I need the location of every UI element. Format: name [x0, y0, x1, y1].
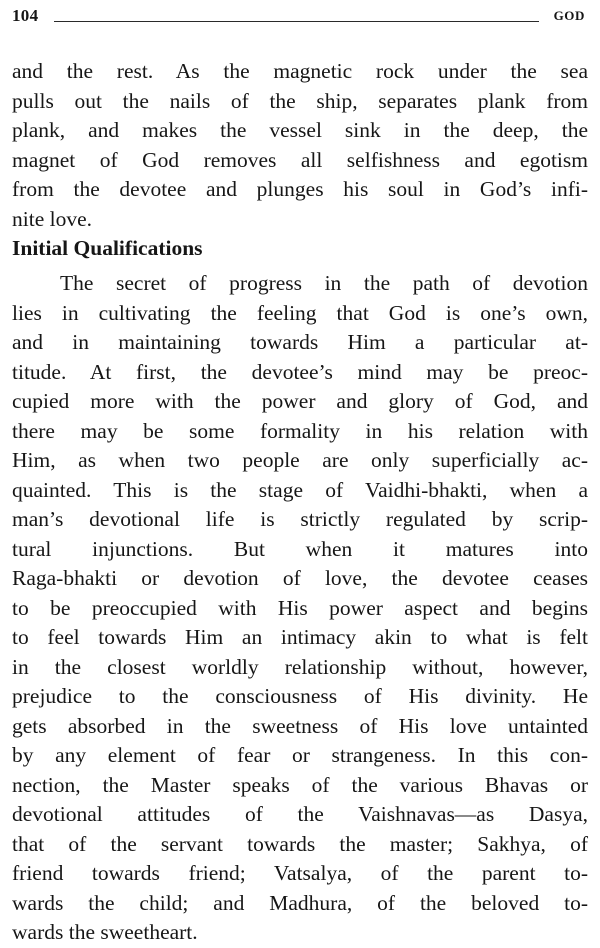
paragraph-line: lies in cultivating the feeling that God is one’s own, — [12, 300, 588, 325]
page-number: 104 — [12, 6, 39, 25]
paragraph-line: plank, and makes the vessel sink in the deep, the — [12, 118, 588, 142]
paragraph-line: pulls out the nails of the ship, separates plank from — [12, 88, 588, 113]
header-rule — [54, 21, 539, 22]
paragraph-line: that of the servant towards the master; Sakhya, of — [12, 831, 588, 856]
paragraph-line: and the rest. As the magnetic rock under the sea — [12, 59, 588, 83]
paragraph-line: quainted. This is the stage of Vaidhi-bhakti, when a — [12, 477, 588, 502]
paragraph-line: to be preoccupied with His power aspect and begins — [12, 595, 588, 620]
paragraph-line: nite love. — [12, 206, 93, 231]
paragraph-line: titude. At first, the devotee’s mind may be preoc- — [12, 359, 588, 384]
section-heading: Initial Qualifications — [12, 236, 203, 260]
page-header — [12, 6, 585, 28]
paragraph-line: man’s devotional life is strictly regulated by scrip- — [12, 507, 588, 531]
paragraph-line: Raga-bhakti or devotion of love, the devotee ceases — [12, 566, 588, 590]
paragraph-line: to feel towards Him an intimacy akin to what is felt — [12, 625, 588, 649]
paragraph-line: by any element of fear or strangeness. In this con- — [12, 743, 588, 767]
paragraph-line: friend towards friend; Vatsalya, of the parent to- — [12, 861, 588, 885]
paragraph-line: prejudice to the consciousness of His divinity. He — [12, 684, 588, 708]
paragraph-continued — [12, 57, 588, 234]
paragraph-line: gets absorbed in the sweetness of His love untainted — [12, 713, 588, 738]
running-head: GOD — [553, 8, 585, 23]
paragraph-line: magnet of God removes all selfishness and egotism — [12, 147, 588, 172]
paragraph-line: The secret of progress in the path of devotion — [60, 271, 588, 295]
paragraph-line: wards the sweetheart. — [12, 920, 198, 944]
paragraph-line: Him, as when two people are only superficially ac- — [12, 448, 588, 472]
paragraph-line: from the devotee and plunges his soul in God’s infi- — [12, 177, 588, 201]
paragraph-line: in the closest worldly relationship without, however, — [12, 654, 588, 679]
paragraph-line: cupied more with the power and glory of God, and — [12, 389, 588, 413]
paragraph-line: tural injunctions. But when it matures into — [12, 536, 588, 561]
paragraph-line: nection, the Master speaks of the various Bhavas or — [12, 772, 588, 797]
paragraph-initial-qualifications — [12, 269, 588, 948]
paragraph-line: and in maintaining towards Him a particular at- — [12, 330, 588, 354]
paragraph-line: devotional attitudes of the Vaishnavas—as Dasya, — [12, 802, 588, 826]
paragraph-line: wards the child; and Madhura, of the beloved to- — [12, 890, 588, 915]
paragraph-line: there may be some formality in his relation with — [12, 418, 588, 443]
